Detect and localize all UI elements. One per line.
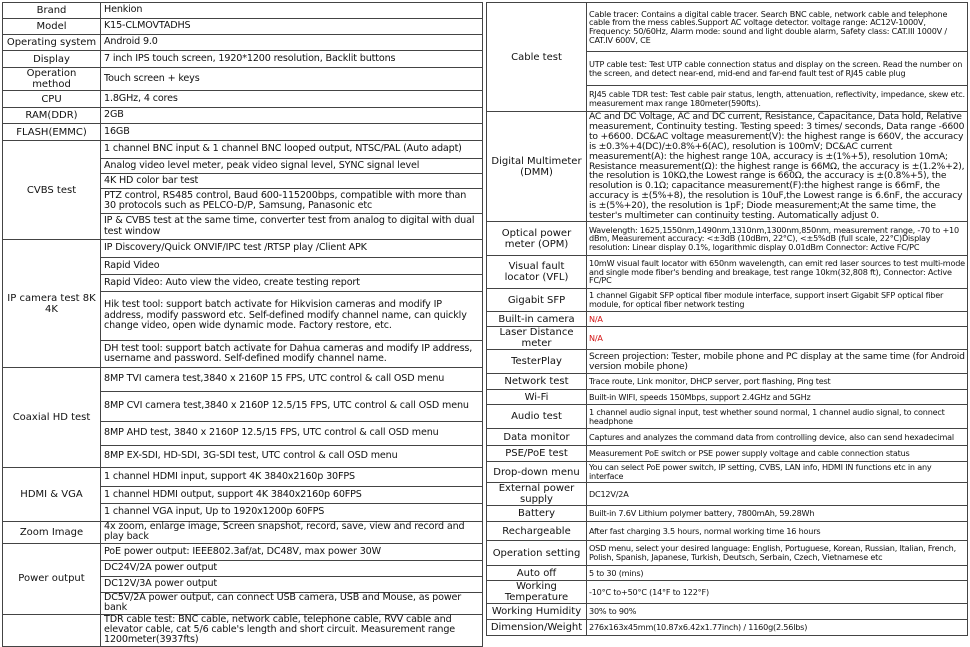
spec-value: DH test tool: support batch activate for Dahua cameras and modify IP address, username and password. Self-defined modify channel name. xyxy=(101,341,483,368)
spec-label-cvbs-test: CVBS test xyxy=(3,141,101,240)
spec-value: PTZ control, RS485 control, Baud 600-115200bps, compatible with more than 30 protocols such as PELCO-D/P, Samsung, Panasonic etc xyxy=(101,189,483,214)
spec-label-flash-emmc: FLASH(EMMC) xyxy=(3,124,101,141)
spec-row xyxy=(3,19,483,35)
spec-value: IP Discovery/Quick ONVIF/IPC test /RTSP play /Client APK xyxy=(101,240,483,258)
spec-value: Screen projection: Tester, mobile phone and PC display at the same time (for Android version mobile phone) xyxy=(587,350,968,374)
spec-value: PoE power output: IEEE802.3af/at, DC48V, max power 30W xyxy=(101,543,483,560)
spec-value: -10°C to+50°C (14°F to 122°F) xyxy=(587,581,968,604)
spec-value: Wavelength: 1625,1550nm,1490nm,1310nm,1300nm,850nm, measurement range, -70 to +10 dBm, Measurement accuracy: <±3dB (10dBm, 22°C), <±5%dB (full scale, 22°C)Display resolution: Linear display 0.1%, logarithmic display 0.01dBm Connector: Active FC/PC xyxy=(587,222,968,256)
spec-row xyxy=(487,289,968,312)
spec-row xyxy=(487,620,968,636)
spec-value: Rapid Video: Auto view the video, create testing report xyxy=(101,275,483,292)
spec-label-operating-system: Operating system xyxy=(3,35,101,51)
spec-value: TDR cable test: BNC cable, network cable, telephone cable, RVV cable and elevator cable, cat 5/6 cable's length and short circuit. Measurement range 1200meter(3937fts) xyxy=(101,614,483,646)
spec-value: Rapid Video xyxy=(101,258,483,275)
spec-value: UTP cable test: Test UTP cable connection status and display on the screen. Read the number on the screen, and detect near-end, mid-end and far-end fault test of RJ45 cable plug xyxy=(587,52,968,86)
spec-label-auto-off: Auto off xyxy=(487,566,587,581)
spec-value: After fast charging 3.5 hours, normal working time 16 hours xyxy=(587,522,968,541)
spec-label-ip-camera-test-8k-4k: IP camera test 8K 4K xyxy=(3,240,101,368)
spec-value: DC12V/3A power output xyxy=(101,576,483,592)
spec-row xyxy=(487,312,968,327)
left-spec-table xyxy=(2,2,483,647)
spec-value: 1 channel Gigabit SFP optical fiber module interface, support insert Gigabit SFP optical fiber module, for optical fiber network testing xyxy=(587,289,968,312)
spec-value: 30% to 90% xyxy=(587,604,968,620)
spec-value: 5 to 30 (mins) xyxy=(587,566,968,581)
spec-value: DC24V/2A power output xyxy=(101,560,483,576)
spec-label-zoom-image: Zoom Image xyxy=(3,522,101,544)
spec-value: Analog video level meter, peak video signal level, SYNC signal level xyxy=(101,159,483,174)
spec-row xyxy=(3,468,483,487)
spec-value: K15-CLMOVTADHS xyxy=(101,19,483,35)
spec-value: Measurement PoE switch or PSE power supply voltage and cable connection status xyxy=(587,446,968,462)
spec-value: 276x163x45mm(10.87x6.42x1.77inch) / 1160g(2.56lbs) xyxy=(587,620,968,636)
spec-value: 1 channel HDMI output, support 4K 3840x2160p 60FPS xyxy=(101,487,483,504)
spec-value: Cable tracer: Contains a digital cable tracer. Search BNC cable, network cable and telephone cable from the mess cables.Support AC voltage detector. voltage range: AC12V-1000V, Frequency: 50/60Hz, Alarm mode: sound and light double alarm, Safety class: CAT.III 1000V / CAT.IV 600V, CE xyxy=(587,3,968,52)
spec-row xyxy=(3,35,483,51)
spec-value: 1 channel BNC input & 1 channel BNC looped output, NTSC/PAL (Auto adapt) xyxy=(101,141,483,159)
spec-value: 7 inch IPS touch screen, 1920*1200 resolution, Backlit buttons xyxy=(101,51,483,68)
spec-value: Built-in 7.6V Lithium polymer battery, 7800mAh, 59.28Wh xyxy=(587,506,968,522)
spec-label-testerplay: TesterPlay xyxy=(487,350,587,374)
spec-value: 8MP AHD test, 3840 x 2160P 12.5/15 FPS, UTC control & call OSD menu xyxy=(101,422,483,446)
spec-label-drop-down-menu: Drop-down menu xyxy=(487,462,587,483)
spec-label-dimension-weight: Dimension/Weight xyxy=(487,620,587,636)
spec-row xyxy=(487,350,968,374)
spec-value: 8MP TVI camera test,3840 x 2160P 15 FPS, UTC control & call OSD menu xyxy=(101,368,483,392)
spec-value: N/A xyxy=(587,312,968,327)
spec-label-cpu: CPU xyxy=(3,91,101,108)
spec-value: DC5V/2A power output, can connect USB camera, USB and Mouse, as power bank xyxy=(101,592,483,614)
spec-label-network-test: Network test xyxy=(487,374,587,390)
spec-value: 1 channel audio signal input, test whether sound normal, 1 channel audio signal, to connect headphone xyxy=(587,405,968,429)
spec-label-model: Model xyxy=(3,19,101,35)
spec-value: Hik test tool: support batch activate for Hikvision cameras and modify IP address, modify password etc. Self-defined modify channel name, can quickly change video, open wide dynamic mode. Factory restore, etc. xyxy=(101,292,483,341)
spec-value: Built-in WIFI, speeds 150Mbps, support 2.4GHz and 5GHz xyxy=(587,390,968,405)
spec-value: IP & CVBS test at the same time, converter test from analog to digital with dual test window xyxy=(101,214,483,240)
spec-label-unlabeled xyxy=(3,614,101,646)
spec-row xyxy=(487,541,968,566)
spec-row xyxy=(3,141,483,159)
spec-value: 16GB xyxy=(101,124,483,141)
spec-row xyxy=(487,581,968,604)
spec-label-operation-method: Operation method xyxy=(3,68,101,91)
spec-row xyxy=(487,604,968,620)
spec-row xyxy=(487,446,968,462)
spec-value: 8MP EX-SDI, HD-SDI, 3G-SDI test, UTC control & call OSD menu xyxy=(101,446,483,468)
spec-label-coaxial-hd-test: Coaxial HD test xyxy=(3,368,101,468)
spec-value: OSD menu, select your desired language: English, Portuguese, Korean, Russian, Italian, French, Polish, Spanish, Japanese, Turkish, Deutsch, Serbain, Czech, Vietnamese etc xyxy=(587,541,968,566)
spec-row xyxy=(3,51,483,68)
spec-row xyxy=(3,124,483,141)
spec-row xyxy=(487,390,968,405)
spec-label-display: Display xyxy=(3,51,101,68)
spec-row xyxy=(3,368,483,392)
spec-value: RJ45 cable TDR test: Test cable pair status, length, attenuation, reflectivity, impedance, skew etc. measurement max range 180meter(590fts). xyxy=(587,86,968,112)
spec-value: 1 channel HDMI input, support 4K 3840x2160p 30FPS xyxy=(101,468,483,487)
right-spec-table xyxy=(486,2,968,636)
spec-value: 4K HD color bar test xyxy=(101,174,483,189)
spec-value: Touch screen + keys xyxy=(101,68,483,91)
spec-row xyxy=(487,522,968,541)
spec-label-cable-test: Cable test xyxy=(487,3,587,112)
spec-label-wi-fi: Wi-Fi xyxy=(487,390,587,405)
spec-value: 2GB xyxy=(101,108,483,124)
spec-row xyxy=(3,3,483,19)
spec-label-audio-test: Audio test xyxy=(487,405,587,429)
spec-row xyxy=(487,462,968,483)
spec-label-built-in-camera: Built-in camera xyxy=(487,312,587,327)
spec-value: N/A xyxy=(587,327,968,350)
spec-label-data-monitor: Data monitor xyxy=(487,429,587,446)
spec-label-pse-poe-test: PSE/PoE test xyxy=(487,446,587,462)
spec-row xyxy=(487,566,968,581)
spec-row xyxy=(3,240,483,258)
spec-row xyxy=(487,256,968,289)
spec-row xyxy=(487,3,968,52)
spec-row xyxy=(487,405,968,429)
spec-row xyxy=(487,327,968,350)
spec-label-battery: Battery xyxy=(487,506,587,522)
spec-value: 1 channel VGA input, Up to 1920x1200p 60FPS xyxy=(101,504,483,522)
spec-value: 4x zoom, enlarge image, Screen snapshot, record, save, view and record and play back xyxy=(101,522,483,544)
spec-label-external-power-supply: External power supply xyxy=(487,483,587,506)
spec-label-rechargeable: Rechargeable xyxy=(487,522,587,541)
spec-value: 8MP CVI camera test,3840 x 2160P 12.5/15 FPS, UTC control & call OSD menu xyxy=(101,392,483,422)
spec-value: 1.8GHz, 4 cores xyxy=(101,91,483,108)
spec-value: Android 9.0 xyxy=(101,35,483,51)
spec-row xyxy=(3,108,483,124)
spec-label-operation-setting: Operation setting xyxy=(487,541,587,566)
spec-row xyxy=(3,522,483,544)
spec-label-power-output: Power output xyxy=(3,543,101,614)
spec-value: Trace route, Link monitor, DHCP server, port flashing, Ping test xyxy=(587,374,968,390)
spec-row xyxy=(487,112,968,222)
spec-label-brand: Brand xyxy=(3,3,101,19)
spec-row xyxy=(487,374,968,390)
spec-value: Henkion xyxy=(101,3,483,19)
spec-value: DC12V/2A xyxy=(587,483,968,506)
spec-row xyxy=(3,614,483,646)
spec-row xyxy=(487,429,968,446)
spec-label-digital-multimeter-dmm: Digital Multimeter (DMM) xyxy=(487,112,587,222)
spec-label-ram-ddr: RAM(DDR) xyxy=(3,108,101,124)
spec-label-optical-power-meter-opm: Optical power meter (OPM) xyxy=(487,222,587,256)
spec-label-gigabit-sfp: Gigabit SFP xyxy=(487,289,587,312)
spec-row xyxy=(3,543,483,560)
spec-row xyxy=(3,68,483,91)
spec-value: AC and DC Voltage, AC and DC current, Resistance, Capacitance, Data hold, Relative measurement, Continuity testing. Testing speed: 3 times/ seconds, Data range -6600 to +6600. DC&AC voltage measurement(V): the highest range is 660V, the accuracy is ±0.3%+4(DC)/±0.8%+6(AC), resolution is 100mV; DC&AC current measurement(A): the highest range 10A, accuracy is ±(1%+5), resolution 10mA; Resistance measurement(Ω): the highest range is 66MΩ, the accuracy is ±(1.2%+2), the resolution is 10KΩ,the Lowest range is 660Ω, the accuracy is ±(0.8%+5), the resolution is 0.1Ω; capacitance measurement(F):the highest range is 66mF, the accuracy is ±(5%+8), the resolution is 10uF,the Lowest range is 6.6nF, the accuracy is ±(5%+20), the resolution is 1pF; Diode measurement;At the same time, the tester's multimeter can continuity testing. Automatically adjust 0. xyxy=(587,112,968,222)
spec-row xyxy=(487,222,968,256)
spec-value: 10mW visual fault locator with 650nm wavelength, can emit red laser sources to test multi-mode and single mode fiber's bending and breakage, test range 10km(32,808 ft), Connector: Active FC/PC xyxy=(587,256,968,289)
spec-label-laser-distance-meter: Laser Distance meter xyxy=(487,327,587,350)
spec-label-working-humidity: Working Humidity xyxy=(487,604,587,620)
spec-label-visual-fault-locator-vfl: Visual fault locator (VFL) xyxy=(487,256,587,289)
spec-value: Captures and analyzes the command data from controlling device, also can send hexadecimal xyxy=(587,429,968,446)
spec-label-hdmi-vga: HDMI & VGA xyxy=(3,468,101,522)
spec-row xyxy=(3,91,483,108)
spec-row xyxy=(487,506,968,522)
spec-row xyxy=(487,483,968,506)
spec-label-working-temperature: Working Temperature xyxy=(487,581,587,604)
spec-value: You can select PoE power switch, IP setting, CVBS, LAN info, HDMI IN functions etc in any interface xyxy=(587,462,968,483)
